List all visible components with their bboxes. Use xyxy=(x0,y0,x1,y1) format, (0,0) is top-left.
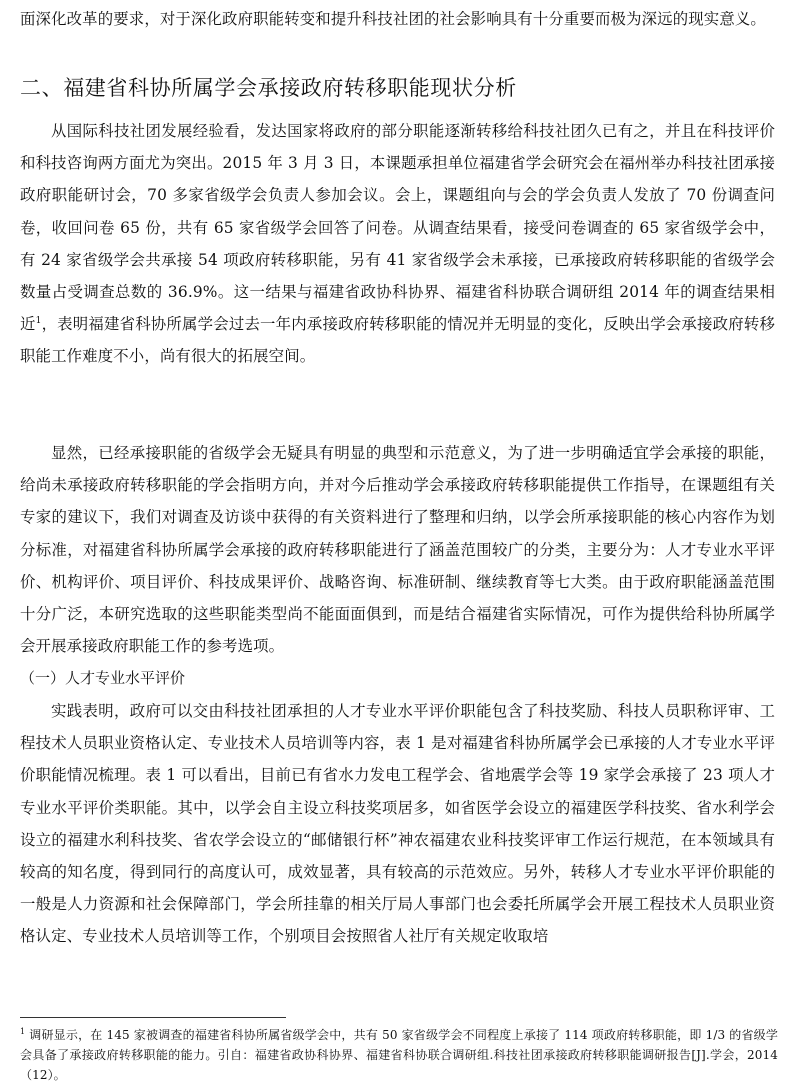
subsection-heading: （一）人才专业水平评价 xyxy=(20,669,186,687)
paragraph-survey-text: 从国际科技社团发展经验看，发达国家将政府的部分职能逐渐转移给科技社团久已有之，并且在科技评价和科技咨询两方面尤为突出。2015 年 3 月 3 日，本课题承担单位福建省学会研究会在福州举办科技社团承接政府职能研讨会，70 多家省级学会负责人参加会议。会上，课题组向与会的学会负责人发放了 70 份调查问卷，收回问卷 65 份，共有 65 家省级学会回答了问卷。从调查结果看，接受问卷调查的 65 家省级学会中，有 24 家省级学会共承接 54 项政府转移职能，另有 41 家省级学会未承接，已承接政府转移职能的省级学会数量占受调查总数的 36.9%。这一结果与福建省政协科协界、福建省科协联合调研组 2014 年的调查结果相近 xyxy=(20,122,775,334)
paragraph-classification: 显然，已经承接职能的省级学会无疑具有明显的典型和示范意义，为了进一步明确适宜学会承接的职能，给尚未承接政府转移职能的学会指明方向，并对今后推动学会承接政府转移职能提供工作指导，在课题组有关专家的建议下，我们对调查及访谈中获得的有关资料进行了整理和归纳，以学会所承接职能的核心内容作为划分标准，对福建省科协所属学会承接的政府转移职能进行了涵盖范围较广的分类，主要分为：人才专业水平评价、机构评价、项目评价、科技成果评价、战略咨询、标准研制、继续教育等七大类。由于政府职能涵盖范围十分广泛，本研究选取的这些职能类型尚不能面面俱到，而是结合福建省实际情况，可作为提供给科协所属学会开展承接政府职能工作的参考选项。 xyxy=(20,444,775,656)
footnote-marker: 1 xyxy=(20,1027,26,1036)
footnote-divider xyxy=(20,1017,286,1018)
paragraph-survey-results xyxy=(20,115,775,373)
footnote-text: 调研显示，在 145 家被调查的福建省科协所属省级学会中，共有 50 家省级学会不同程度上承接了 114 项政府转移职能，即 1/3 的省级学会具备了承接政府转移职能的能力。引自：福建省政协科协界、福建省科协联合调研组.科技社团承接政府转移职能调研报告[J].学会，2014（12）。 xyxy=(20,1028,778,1082)
section-heading: 二、福建省科协所属学会承接政府转移职能现状分析 xyxy=(20,76,517,100)
paragraph-survey-text-continued: ，表明福建省科协所属学会过去一年内承接政府转移职能的情况并无明显的变化，反映出学会承接政府转移职能工作难度不小，尚有很大的拓展空间。 xyxy=(20,315,775,366)
footnote-reference[interactable]: 1 xyxy=(35,316,42,327)
footnote xyxy=(20,1025,778,1085)
paragraph-talent-evaluation: 实践表明，政府可以交由科技社团承担的人才专业水平评价职能包含了科技奖励、科技人员职称评审、工程技术人员职业资格认定、专业技术人员培训等内容，表 1 是对福建省科协所属学会已承接的人才专业水平评价职能情况梳理。表 1 可以看出，目前已有省水力发电工程学会、省地震学会等 19 家学会承接了 23 项人才专业水平评价类职能。其中，以学会自主设立科技奖项居多，如省医学会设立的福建医学科技奖、省水利学会设立的福建水利科技奖、省农学会设立的“邮储银行杯”神农福建农业科技奖评审工作运行规范，在本领域具有较高的知名度，得到同行的高度认可，成效显著，具有较高的示范效应。另外，转移人才专业水平评价职能的一般是人力资源和社会保障部门，学会所挂靠的相关厅局人事部门也会委托所属学会开展工程技术人员职业资格认定、专业技术人员培训等工作，个别项目会按照省人社厅有关规定收取培 xyxy=(20,702,775,946)
intro-paragraph: 面深化改革的要求，对于深化政府职能转变和提升科技社团的社会影响具有十分重要而极为深远的现实意义。 xyxy=(20,10,766,28)
